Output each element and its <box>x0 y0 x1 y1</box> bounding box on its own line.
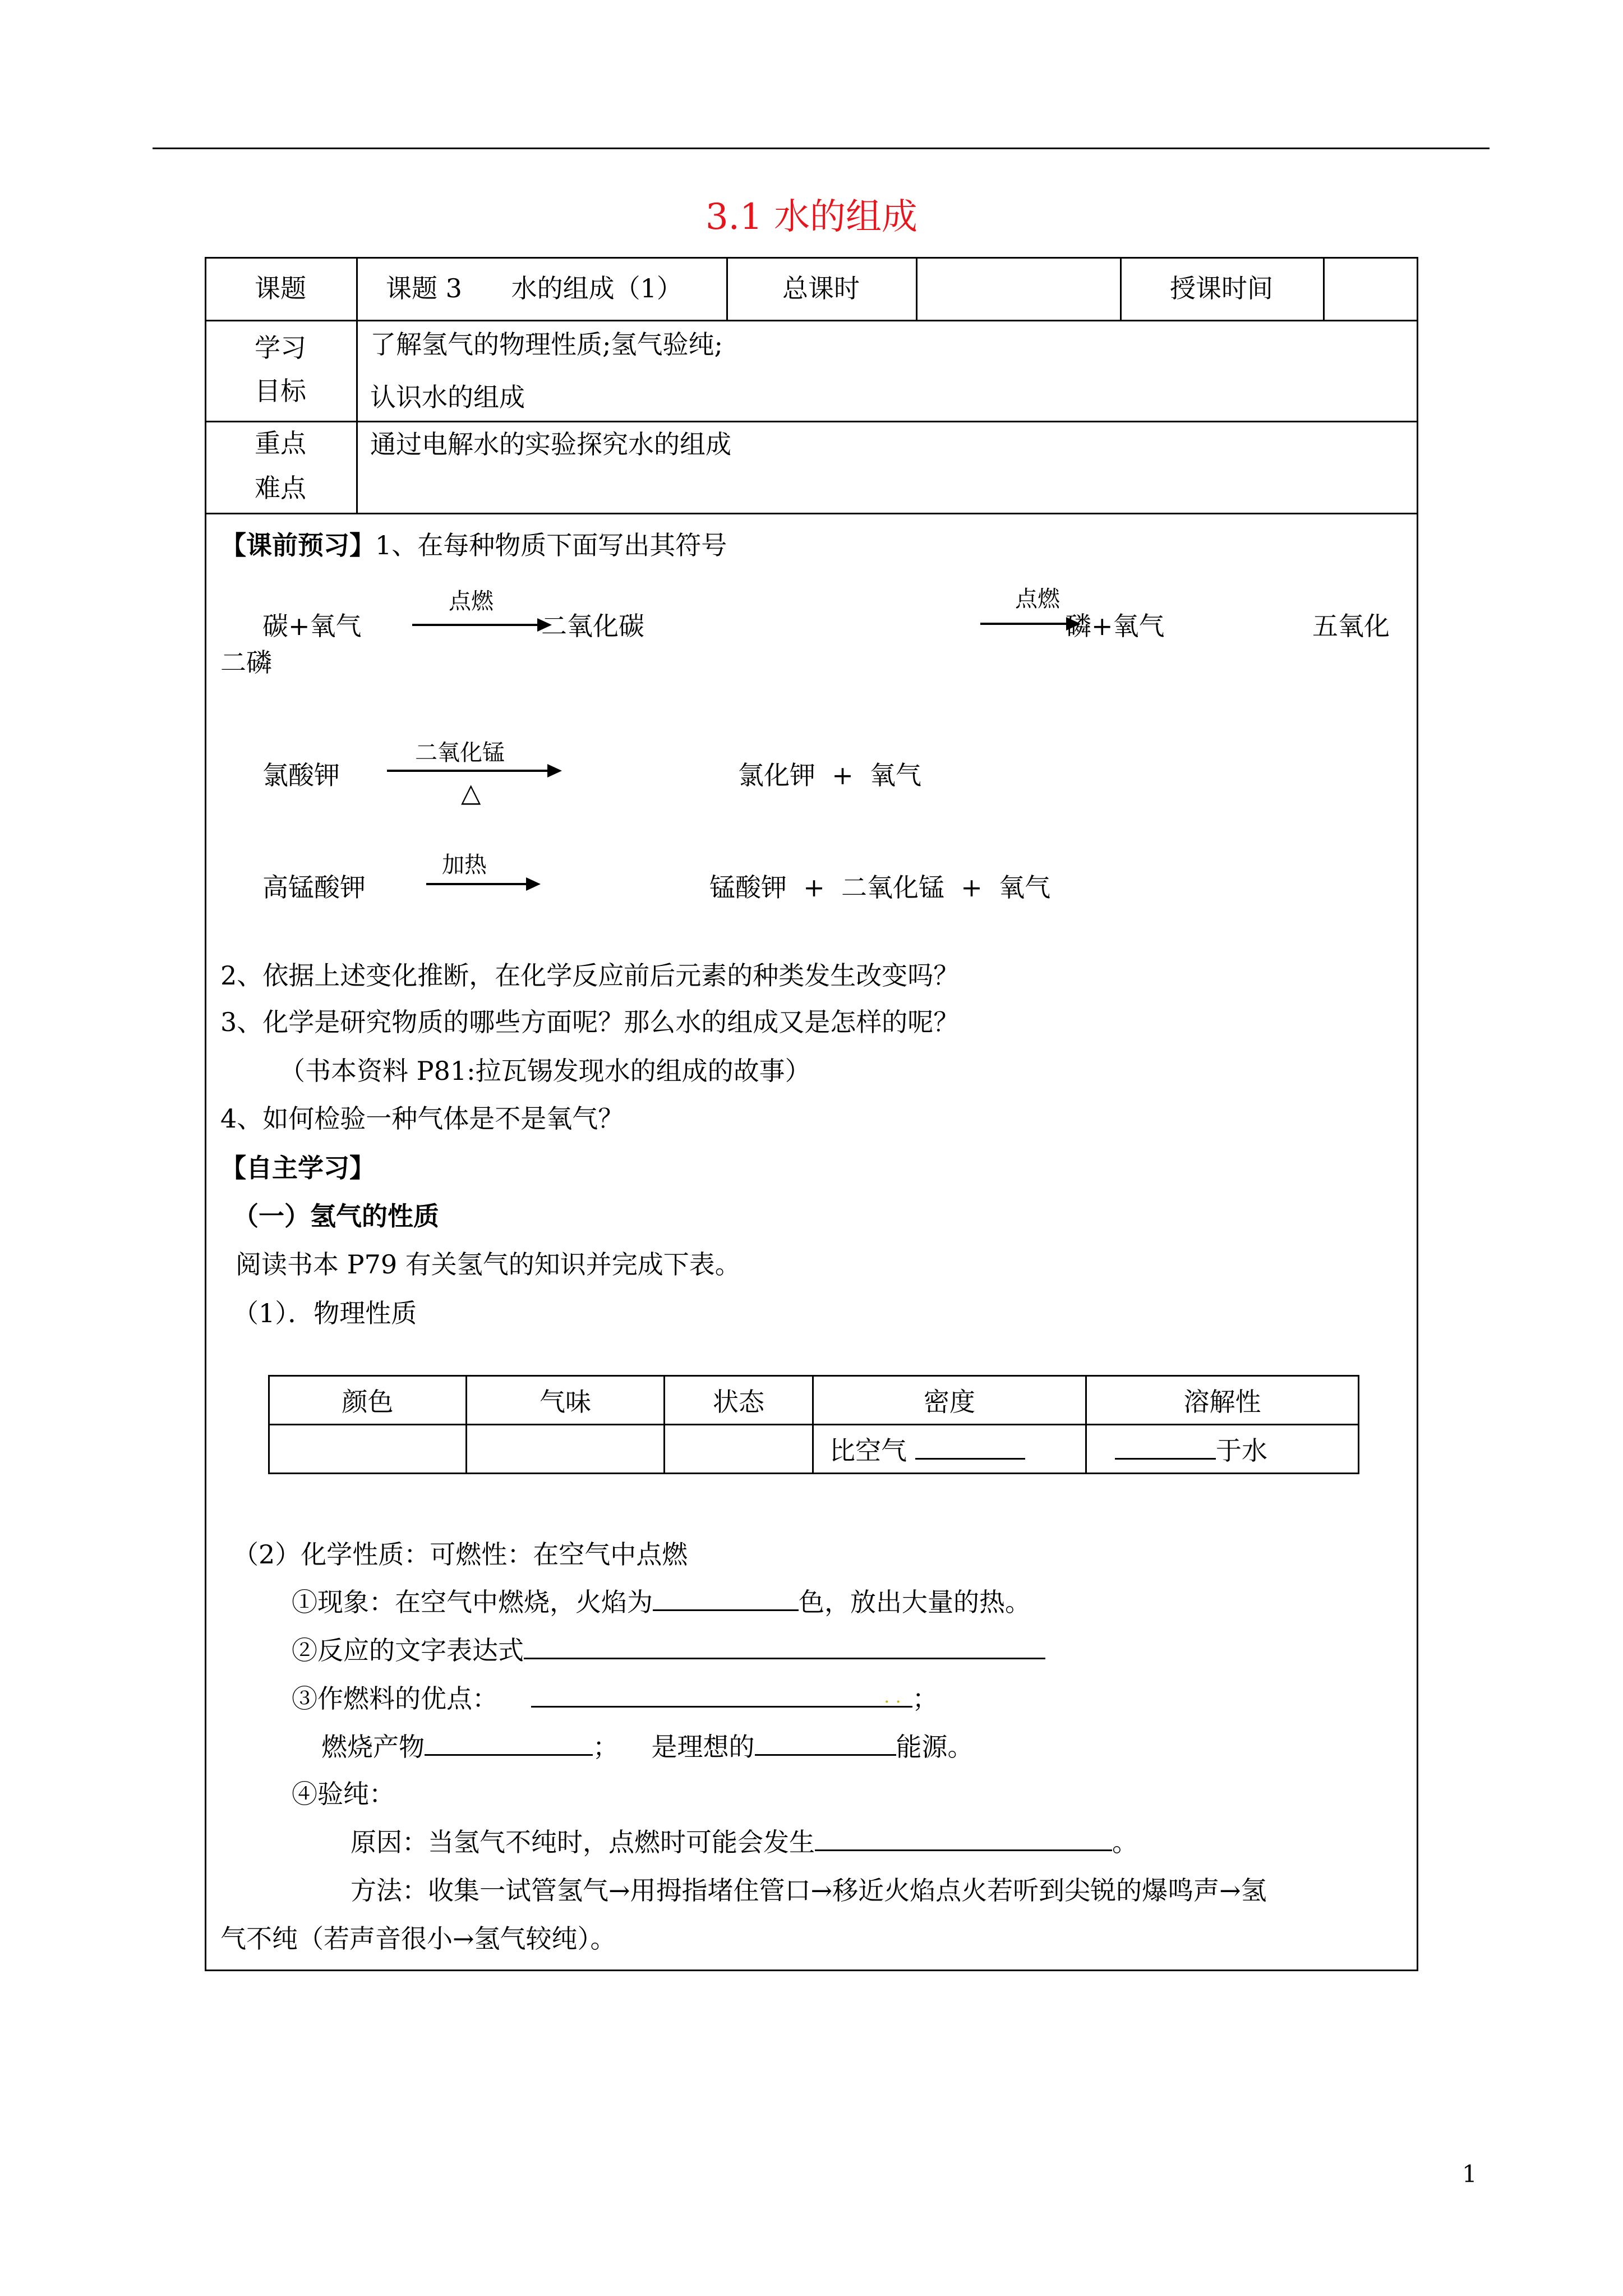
header-solubility: 溶解性 <box>1086 1376 1359 1425</box>
grid-line <box>916 257 917 320</box>
preview-q3-note: （书本资料 P81:拉瓦锡发现水的组成的故事） <box>279 1056 811 1086</box>
r1-condition: 点燃 <box>449 588 494 614</box>
key-label-2: 难点 <box>255 473 306 503</box>
advantage-line: ③作燃料的优点： . . ； <box>292 1678 938 1715</box>
page-number: 1 <box>1462 2160 1477 2188</box>
preview-heading: 【课前预习】 <box>220 530 375 560</box>
properties-table <box>268 1375 1359 1474</box>
r4-condition: 加热 <box>442 852 487 878</box>
read-instruction: 阅读书本 P79 有关氢气的知识并完成下表。 <box>236 1249 741 1280</box>
r3-right: 氯化钾 + 氧气 <box>738 760 922 790</box>
table-header-row <box>269 1376 1359 1425</box>
goal-label-2: 目标 <box>255 376 306 406</box>
key-text: 通过电解水的实验探究水的组成 <box>370 429 731 459</box>
cell-solubility[interactable] <box>1086 1425 1359 1474</box>
advantage-label: ③作燃料的优点： <box>292 1683 498 1714</box>
reason-text-b: 。 <box>1112 1827 1138 1857</box>
table-row <box>269 1425 1359 1474</box>
grid-line <box>205 513 1418 514</box>
self-study-heading: 【自主学习】 <box>220 1153 375 1183</box>
reaction-arrow <box>426 883 538 885</box>
reason-blank[interactable] <box>815 1825 1112 1851</box>
grid-line <box>205 257 1418 259</box>
grid-line <box>1417 257 1418 1970</box>
solubility-suffix: 于水 <box>1216 1435 1267 1466</box>
preview-q3: 3、化学是研究物质的哪些方面呢？那么水的组成又是怎样的呢？ <box>220 1007 960 1037</box>
key-label-1: 重点 <box>255 428 306 458</box>
flame-color-blank[interactable] <box>653 1585 799 1611</box>
cell-density[interactable] <box>813 1425 1086 1474</box>
product-line <box>321 1727 974 1764</box>
preview-q2: 2、依据上述变化推断，在化学反应前后元素的种类发生改变吗？ <box>220 960 960 991</box>
phenomenon-line <box>292 1582 1031 1619</box>
section-hydrogen: （一）氢气的性质 <box>233 1201 439 1231</box>
header-color: 颜色 <box>269 1376 467 1425</box>
grid-line <box>205 257 206 1970</box>
r2-right-a: 五氧化 <box>1312 611 1390 641</box>
reaction-arrow <box>980 623 1078 625</box>
cell-color[interactable] <box>269 1425 467 1474</box>
physical-properties: （1）．物理性质 <box>233 1298 417 1328</box>
r2-right-b: 二磷 <box>220 647 272 678</box>
page-title: 3.1 水的组成 <box>705 196 918 238</box>
r4-left: 高锰酸钾 <box>262 872 366 903</box>
reason-line <box>351 1822 1138 1859</box>
energy-blank[interactable] <box>755 1729 896 1756</box>
goal-line-2: 认识水的组成 <box>370 382 525 412</box>
cell-odor[interactable] <box>467 1425 665 1474</box>
product-text-c: 能源。 <box>896 1732 974 1762</box>
preview-section <box>220 525 727 562</box>
r3-condition-bottom: △ <box>461 777 481 808</box>
preview-q4: 4、如何检验一种气体是不是氧气？ <box>220 1103 624 1134</box>
solubility-blank[interactable] <box>1115 1433 1216 1460</box>
expression-blank[interactable] <box>524 1633 1045 1659</box>
header-odor: 气味 <box>467 1376 665 1425</box>
grid-line <box>1323 257 1325 320</box>
expression-line <box>292 1630 1045 1667</box>
density-prefix: 比空气 <box>829 1435 907 1466</box>
preview-q1: 1、在每种物质下面写出其符号 <box>375 530 727 560</box>
grid-line <box>205 421 1418 422</box>
topic-value: 课题 3 水的组成（1） <box>386 273 683 303</box>
reaction-arrow <box>387 770 560 772</box>
product-text-b: ； 是理想的 <box>593 1732 755 1762</box>
grid-line <box>356 257 358 513</box>
grid-line <box>205 320 1418 321</box>
r2-left: 磷+氧气 <box>1066 611 1165 641</box>
method-line-1: 方法：收集一试管氢气→用拇指堵住管口→移近火焰点火若听到尖锐的爆鸣声→氢 <box>351 1875 1267 1906</box>
r2-condition: 点燃 <box>1015 586 1060 612</box>
product-blank[interactable] <box>425 1729 593 1756</box>
header-state: 状态 <box>665 1376 813 1425</box>
purity-heading: ④验纯： <box>292 1779 395 1809</box>
reason-text-a: 原因：当氢气不纯时，点燃时可能会发生 <box>351 1827 815 1857</box>
topic-label: 课题 <box>255 273 306 303</box>
total-hours-label: 总课时 <box>782 273 860 303</box>
cell-state[interactable] <box>665 1425 813 1474</box>
teach-time-label: 授课时间 <box>1170 273 1273 303</box>
header-density: 密度 <box>813 1376 1086 1425</box>
reaction-arrow <box>412 624 550 626</box>
r3-condition-top: 二氧化锰 <box>415 740 505 766</box>
header-rule <box>153 148 1490 149</box>
goal-label-1: 学习 <box>255 333 306 363</box>
r3-left: 氯酸钾 <box>262 760 340 790</box>
density-blank[interactable] <box>915 1433 1025 1460</box>
phenomenon-text-b: 色，放出大量的热。 <box>799 1587 1031 1617</box>
chemical-properties: （2）化学性质：可燃性：在空气中点燃 <box>233 1539 688 1570</box>
method-line-2: 气不纯（若声音很小→氢气较纯）。 <box>220 1924 616 1954</box>
product-text-a: 燃烧产物 <box>321 1732 425 1762</box>
grid-line <box>205 1970 1418 1971</box>
goal-line-1: 了解氢气的物理性质;氢气验纯; <box>370 329 723 360</box>
r1-left: 碳+氧气 <box>262 611 362 641</box>
r4-right: 锰酸钾 + 二氧化锰 + 氧气 <box>709 872 1051 903</box>
advantage-blank[interactable]: . . <box>531 1681 912 1708</box>
expression-label: ②反应的文字表达式 <box>292 1635 524 1665</box>
r1-right: 二氧化碳 <box>541 611 644 641</box>
phenomenon-text-a: ①现象：在空气中燃烧，火焰为 <box>292 1587 653 1617</box>
